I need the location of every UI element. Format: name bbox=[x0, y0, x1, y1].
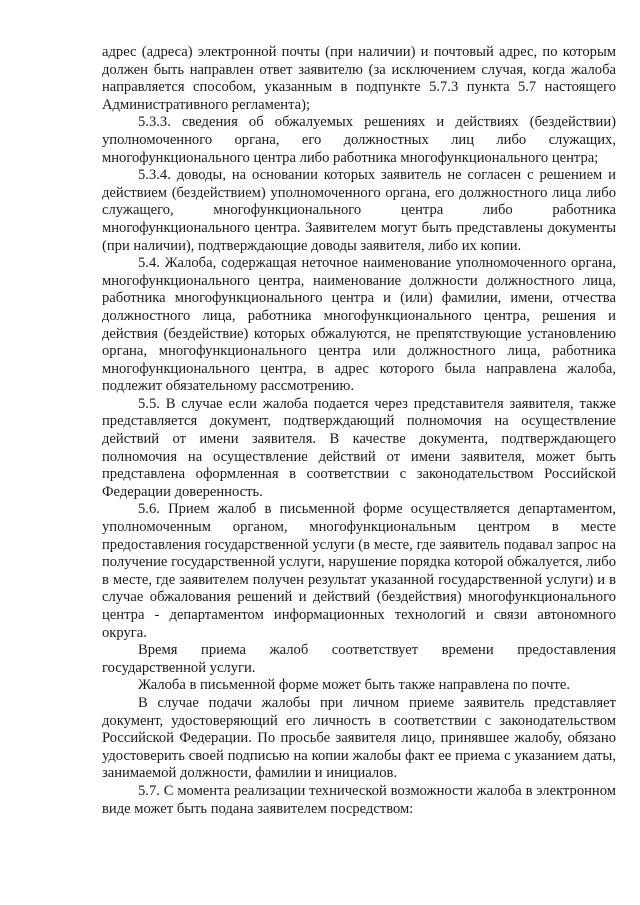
paragraph-personal-reception: В случае подачи жалобы при личном приеме заявитель представляет документ, удостоверяющий его личность в соответствии с законодательством Российской Федерации. По просьбе заявителя лицо, принявшее жалобу, обязано удостоверить своей подписью на копии жалобы факт ее приема с указанием даты, занимаемой должности, фамилии и инициалов. bbox=[102, 694, 616, 782]
paragraph-5-3-4: 5.3.4. доводы, на основании которых заявитель не согласен с решением и действием (бездействием) уполномоченного органа, его должностного лица либо служащего, многофункционального центра либо работника многофункционального центра. Заявителем могут быть представлены документы (при наличии), подтверждающие доводы заявителя, либо их копии. bbox=[102, 167, 616, 254]
paragraph-5-3-3: 5.3.3. сведения об обжалуемых решениях и действиях (бездействии) уполномоченного органа, его должностных лиц либо служащих, многофункционального центра либо работника многофункционального центра; bbox=[102, 114, 616, 166]
paragraph-5-7: 5.7. С момента реализации технической возможности жалоба в электронном виде может быть подана заявителем посредством: bbox=[102, 782, 616, 817]
paragraph-5-6: 5.6. Прием жалоб в письменной форме осуществляется департаментом, уполномоченным органом, многофункциональным центром в месте предоставления государственной услуги (в месте, где заявитель подавал запрос на получение государственной услуги, нарушение порядка которой обжалуется, либо в месте, где заявителем получен результат указанной государственной услуги) и в случае обжалования решений и действий (бездействия) многофункционального центра - департаментом информационных технологий и связи автономного округа. bbox=[102, 501, 616, 641]
paragraph-5-4: 5.4. Жалоба, содержащая неточное наименование уполномоченного органа, многофункционального центра, наименование должности должностного лица, работника многофункционального центра и (или) фамилии, имени, отчества должностного лица, работника многофункционального центра, решения и действия (бездействие) которых обжалуются, не препятствующие установлению органа, многофункционального центра или должностного лица, работника многофункционального центра, в адрес которого была направлена жалоба, подлежит обязательному рассмотрению. bbox=[102, 255, 616, 395]
paragraph-address: адрес (адреса) электронной почты (при наличии) и почтовый адрес, по которым должен быть направлен ответ заявителю (за исключением случая, когда жалоба направляется способом, указанным в подпункте 5.7.3 пункта 5.7 настоящего Административного регламента); bbox=[102, 44, 616, 113]
paragraph-postal-submission: Жалоба в письменной форме может быть также направлена по почте. bbox=[138, 677, 571, 694]
document-body bbox=[102, 44, 616, 818]
paragraph-reception-time: Время приема жалоб соответствует времени предоставления государственной услуги. bbox=[102, 642, 616, 676]
paragraph-5-5: 5.5. В случае если жалоба подается через представителя заявителя, также представляется документ, подтверждающий полномочия на осуществление действий от имени заявителя. В качестве документа, подтверждающего полномочия на осуществление действий от имени заявителя, может быть представлена оформленная в соответствии с законодательством Российской Федерации доверенность. bbox=[102, 395, 616, 500]
